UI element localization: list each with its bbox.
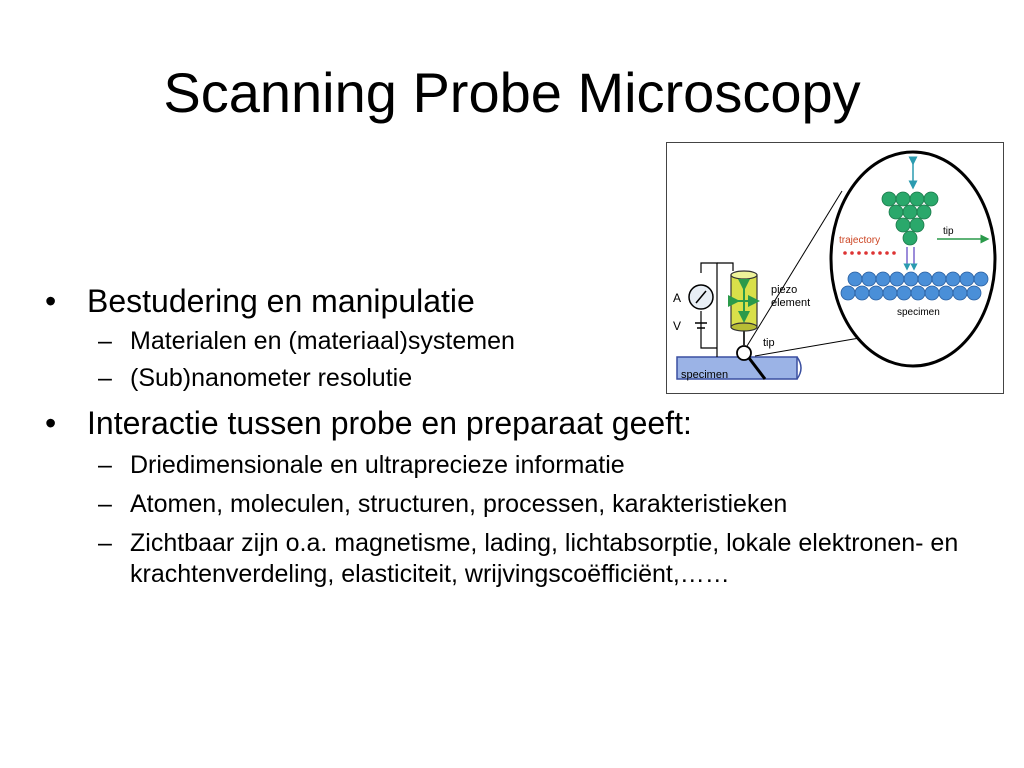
sub-bullet-text: Atomen, moleculen, structuren, processen, karakteristieken bbox=[130, 490, 788, 518]
bullet-marker: • bbox=[45, 405, 57, 441]
sub-bullet-item bbox=[40, 489, 980, 520]
bullet-text: Interactie tussen probe en preparaat geeft: bbox=[87, 405, 692, 441]
ammeter-label: A bbox=[673, 291, 682, 305]
bullet-text: Bestudering en manipulatie bbox=[87, 283, 475, 319]
sub-bullet-text: (Sub)nanometer resolutie bbox=[130, 364, 413, 392]
dash-marker: – bbox=[98, 490, 112, 518]
dash-marker: – bbox=[98, 364, 112, 392]
voltage-label: V bbox=[673, 319, 682, 333]
spm-diagram-svg bbox=[667, 143, 1003, 393]
slide-title: Scanning Probe Microscopy bbox=[163, 61, 861, 124]
sub-bullet-item bbox=[40, 450, 980, 481]
zoom-tip-label: tip bbox=[943, 226, 954, 237]
dash-marker: – bbox=[98, 327, 112, 355]
dash-marker: – bbox=[98, 529, 112, 557]
tip-label: tip bbox=[763, 337, 775, 349]
bullet-marker: • bbox=[45, 283, 57, 319]
zoom-specimen-label: specimen bbox=[897, 307, 940, 318]
sub-bullet-text: Materialen en (materiaal)systemen bbox=[130, 327, 515, 355]
sub-bullet-text: Zichtbaar zijn o.a. magnetisme, lading, lichtabsorptie, lokale elektronen- en krachtenverdeling, elasticiteit, wrijvingscoëfficiënt,…… bbox=[130, 529, 959, 588]
sub-bullet-text: Driedimensionale en ultraprecieze informatie bbox=[130, 451, 625, 479]
bullet-item bbox=[40, 404, 980, 442]
specimen-label: specimen bbox=[681, 369, 729, 381]
trajectory-label: trajectory bbox=[839, 235, 881, 246]
sub-bullet-item bbox=[40, 528, 980, 590]
spm-diagram bbox=[666, 142, 1004, 394]
piezo-label: piezo bbox=[771, 284, 798, 296]
element-label: element bbox=[771, 297, 811, 309]
magnifier-icon bbox=[737, 346, 751, 360]
dash-marker: – bbox=[98, 451, 112, 479]
